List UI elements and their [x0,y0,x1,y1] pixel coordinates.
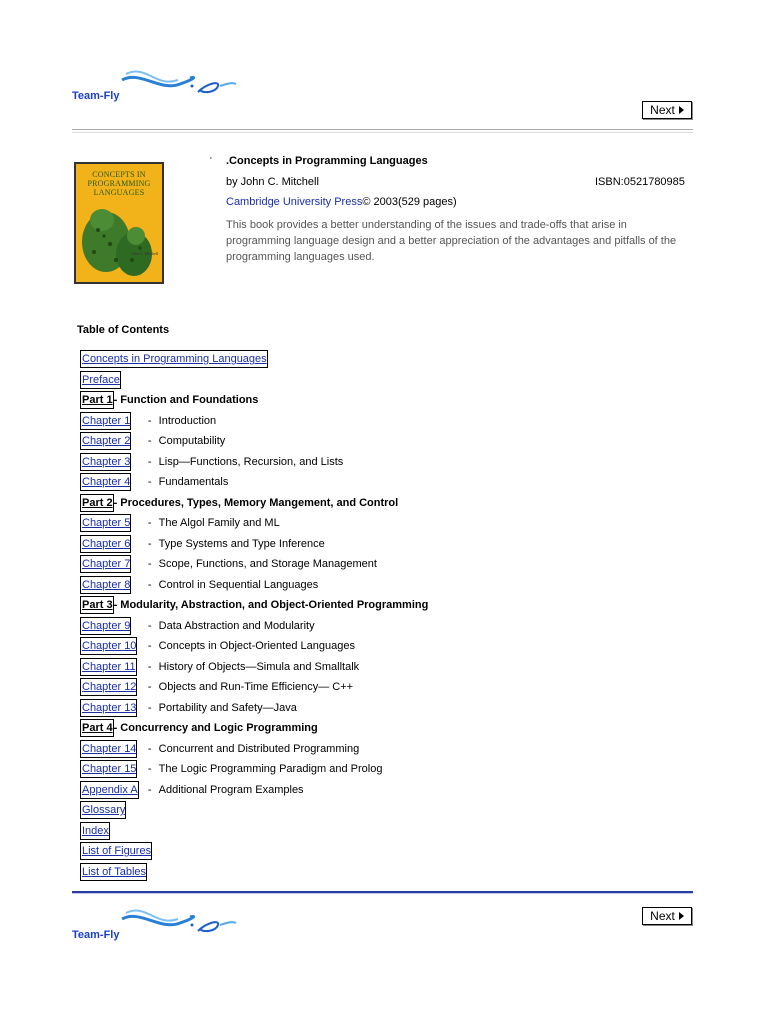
toc-separator: - [147,578,152,591]
toc-chapter-title: Introduction [158,414,217,427]
toc-link[interactable]: Index [80,822,110,840]
toc-separator: - [147,660,152,673]
toc-chapter-title: Data Abstraction and Modularity [158,619,315,632]
toc-part-title: - Function and Foundations [113,394,259,407]
toc-row [80,370,680,391]
play-arrow-icon [679,912,684,920]
bottom-divider [72,891,693,894]
toc-chapter-link[interactable]: Chapter 7 [80,555,131,573]
toc-chapter-title: History of Objects—Simula and Smalltalk [158,660,360,673]
toc-separator: - [147,537,152,550]
toc-chapter-link[interactable]: Chapter 15 [80,760,137,778]
toc-link[interactable]: List of Figures [80,842,152,860]
toc-separator: - [147,517,152,530]
toc-separator: - [147,558,152,571]
toc-row [80,595,680,616]
toc-part-link[interactable]: Part 3 [80,596,114,614]
toc-chapter-title: Fundamentals [158,476,229,489]
toc-chapter-title: Type Systems and Type Inference [158,537,325,550]
team-fly-text: Team-Fly [72,90,120,102]
toc-part-link[interactable]: Part 4 [80,719,114,737]
toc-chapter-title: Objects and Run-Time Efficiency— C++ [158,681,354,694]
toc-link[interactable]: Glossary [80,801,126,819]
team-fly-text: Team-Fly [72,929,120,941]
team-fly-swoosh-icon [120,901,240,941]
toc-separator: - [147,783,152,796]
play-arrow-icon [679,106,684,114]
publisher-link[interactable]: Cambridge University Press [226,196,363,208]
toc-row [80,390,680,411]
toc-row [80,862,680,883]
toc-chapter-link[interactable]: Chapter 4 [80,473,131,491]
toc-chapter-title: Concurrent and Distributed Programming [158,742,360,755]
title-bullet: · [209,152,213,164]
publisher-details: © 2003(529 pages) [362,196,457,208]
toc-chapter-link[interactable]: Chapter 14 [80,740,137,758]
toc-separator: - [147,742,152,755]
top-divider [72,129,693,133]
cover-title-line: PROGRAMMING [87,179,151,188]
toc-chapter-title: The Algol Family and ML [158,517,280,530]
toc-heading: Table of Contents [77,324,170,336]
toc-chapter-link[interactable]: Appendix A [80,781,139,799]
toc-chapter-link[interactable]: Chapter 13 [80,699,137,717]
next-button-bottom[interactable] [642,907,692,925]
toc-chapter-link[interactable]: Chapter 2 [80,432,131,450]
toc-chapter-title: Concepts in Object-Oriented Languages [158,640,355,653]
toc-row [80,739,680,760]
toc-link[interactable]: Concepts in Programming Languages [80,350,268,368]
cover-title [76,170,162,197]
toc-part-link[interactable]: Part 2 [80,494,114,512]
toc-separator: - [147,455,152,468]
toc-chapter-link[interactable]: Chapter 6 [80,535,131,553]
toc-row [80,616,680,637]
toc-chapter-link[interactable]: Chapter 8 [80,576,131,594]
toc-separator: - [147,619,152,632]
toc-separator: - [147,681,152,694]
toc-row [80,800,680,821]
toc-row [80,431,680,452]
toc-chapter-title: Control in Sequential Languages [158,578,319,591]
cover-author: John C. Mitchell [131,251,158,256]
toc-separator: - [147,763,152,776]
book-title: .Concepts in Programming Languages [226,155,428,167]
toc-row [80,657,680,678]
toc-chapter-link[interactable]: Chapter 5 [80,514,131,532]
toc-separator: - [147,701,152,714]
toc-part-title: - Procedures, Types, Memory Mangement, and Control [113,496,399,509]
toc-row [80,698,680,719]
toc-chapter-link[interactable]: Chapter 12 [80,678,137,696]
cover-title-line: CONCEPTS IN [92,170,146,179]
toc-chapter-title: Computability [158,435,226,448]
toc-row [80,452,680,473]
next-button-label: Next [650,103,675,117]
toc-row [80,780,680,801]
team-fly-logo-bottom [72,901,232,941]
toc-row [80,513,680,534]
toc-row [80,349,680,370]
cover-title-line: LANGUAGES [93,188,145,197]
toc-row [80,636,680,657]
toc-row [80,534,680,555]
toc-link[interactable]: List of Tables [80,863,147,881]
toc-chapter-title: The Logic Programming Paradigm and Prolog [158,763,383,776]
toc-row [80,677,680,698]
toc-chapter-title: Additional Program Examples [158,783,304,796]
toc-row [80,718,680,739]
toc-row [80,493,680,514]
toc-part-link[interactable]: Part 1 [80,391,114,409]
toc-part-title: - Concurrency and Logic Programming [113,722,318,735]
toc-chapter-link[interactable]: Chapter 10 [80,637,137,655]
book-cover-image [74,162,164,284]
book-publisher [226,196,457,208]
toc-row [80,472,680,493]
toc-row [80,821,680,842]
table-of-contents [80,349,680,882]
toc-row [80,554,680,575]
next-button-top[interactable] [642,101,692,119]
next-button-label: Next [650,909,675,923]
toc-chapter-link[interactable]: Chapter 11 [80,658,137,676]
book-isbn: ISBN:0521780985 [595,176,685,188]
toc-link[interactable]: Preface [80,371,121,389]
toc-separator: - [147,414,152,427]
toc-chapter-title: Lisp—Functions, Recursion, and Lists [158,455,344,468]
toc-separator: - [147,435,152,448]
toc-separator: - [147,640,152,653]
toc-row [80,411,680,432]
toc-chapter-link[interactable]: Chapter 1 [80,412,131,430]
toc-chapter-title: Scope, Functions, and Storage Management [158,558,377,571]
toc-row [80,841,680,862]
toc-row [80,575,680,596]
leopard-illustration-icon [76,200,162,284]
team-fly-logo [72,62,232,102]
team-fly-swoosh-icon [120,62,240,102]
book-description: This book provides a better understanding of the issues and trade-offs that arise in programming language design and a better appreciation of the advantages and pitfalls of the programming languages used. [226,219,677,263]
toc-chapter-link[interactable]: Chapter 3 [80,453,131,471]
toc-part-title: - Modularity, Abstraction, and Object-Oriented Programming [113,599,429,612]
book-author: by John C. Mitchell [226,176,319,188]
toc-chapter-link[interactable]: Chapter 9 [80,617,131,635]
toc-separator: - [147,476,152,489]
toc-chapter-title: Portability and Safety—Java [158,701,297,714]
toc-row [80,759,680,780]
